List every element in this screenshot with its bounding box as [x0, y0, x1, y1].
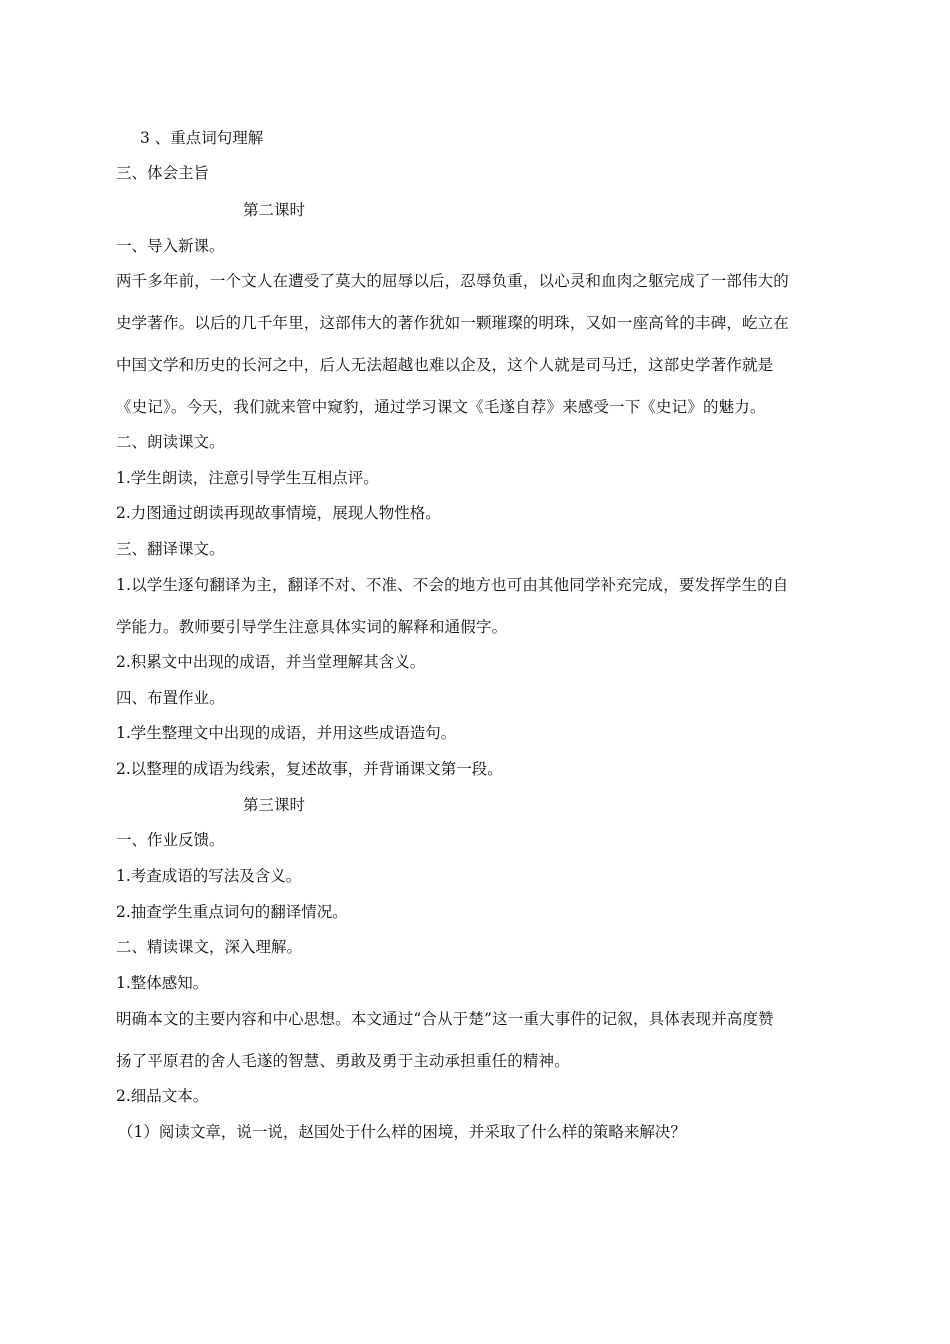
homework-item-2: 2.以整理的成语为线索，复述故事，并背诵课文第一段。	[116, 760, 503, 778]
subsection-key-phrases: 3 、重点词句理解	[140, 129, 264, 147]
reading-item-1: 1.学生朗读，注意引导学生互相点评。	[116, 469, 379, 487]
section-close-reading: 二、精读课文，深入理解。	[116, 938, 303, 956]
section-translation: 三、翻译课文。	[116, 540, 225, 558]
intro-paragraph-line-3: 中国文学和历史的长河之中，后人无法超越也难以企及，这个人就是司马迁，这部史学著作就是	[116, 356, 774, 374]
section-homework: 四、布置作业。	[116, 689, 225, 707]
section-introduction: 一、导入新课。	[116, 237, 225, 255]
section-theme: 三、体会主旨	[116, 164, 210, 182]
intro-paragraph-line-2: 史学著作。以后的几千年里，这部伟大的著作犹如一颗璀璨的明珠，又如一座高耸的丰碑，屹立在	[116, 314, 789, 332]
close-reading-item-1: 1.整体感知。	[116, 974, 209, 992]
intro-paragraph-line-1: 两千多年前，一个文人在遭受了莫大的屈辱以后，忍辱负重，以心灵和血肉之躯完成了一部伟大的	[116, 272, 789, 290]
summary-paragraph-line-1: 明确本文的主要内容和中心思想。本文通过“合从于楚”这一重大事件的记叙，具体表现并高度赞	[116, 1010, 774, 1028]
lesson-two-heading: 第二课时	[243, 201, 306, 219]
homework-item-1: 1.学生整理文中出现的成语，并用这些成语造句。	[116, 724, 457, 742]
close-reading-item-2: 2.细品文本。	[116, 1087, 209, 1105]
lesson-three-heading: 第三课时	[243, 796, 306, 814]
section-feedback: 一、作业反馈。	[116, 831, 225, 849]
question-1: （1）阅读文章，说一说，赵国处于什么样的困境，并采取了什么样的策略来解决？	[118, 1123, 686, 1141]
translation-item-1-line-2: 学能力。教师要引导学生注意具体实词的解释和通假字。	[116, 618, 508, 636]
feedback-item-1: 1.考查成语的写法及含义。	[116, 867, 302, 885]
intro-paragraph-line-4: 《史记》。今天，我们就来管中窥豹，通过学习课文《毛遂自荐》来感受一下《史记》的魅力。	[116, 398, 766, 416]
feedback-item-2: 2.抽查学生重点词句的翻译情况。	[116, 903, 348, 921]
translation-item-2: 2.积累文中出现的成语，并当堂理解其含义。	[116, 653, 426, 671]
reading-item-2: 2.力图通过朗读再现故事情境，展现人物性格。	[116, 504, 441, 522]
translation-item-1-line-1: 1.以学生逐句翻译为主，翻译不对、不准、不会的地方也可由其他同学补充完成，要发挥学生的自	[116, 576, 789, 594]
section-reading: 二、朗读课文。	[116, 433, 225, 451]
summary-paragraph-line-2: 扬了平原君的舍人毛遂的智慧、勇敢及勇于主动承担重任的精神。	[116, 1052, 570, 1070]
